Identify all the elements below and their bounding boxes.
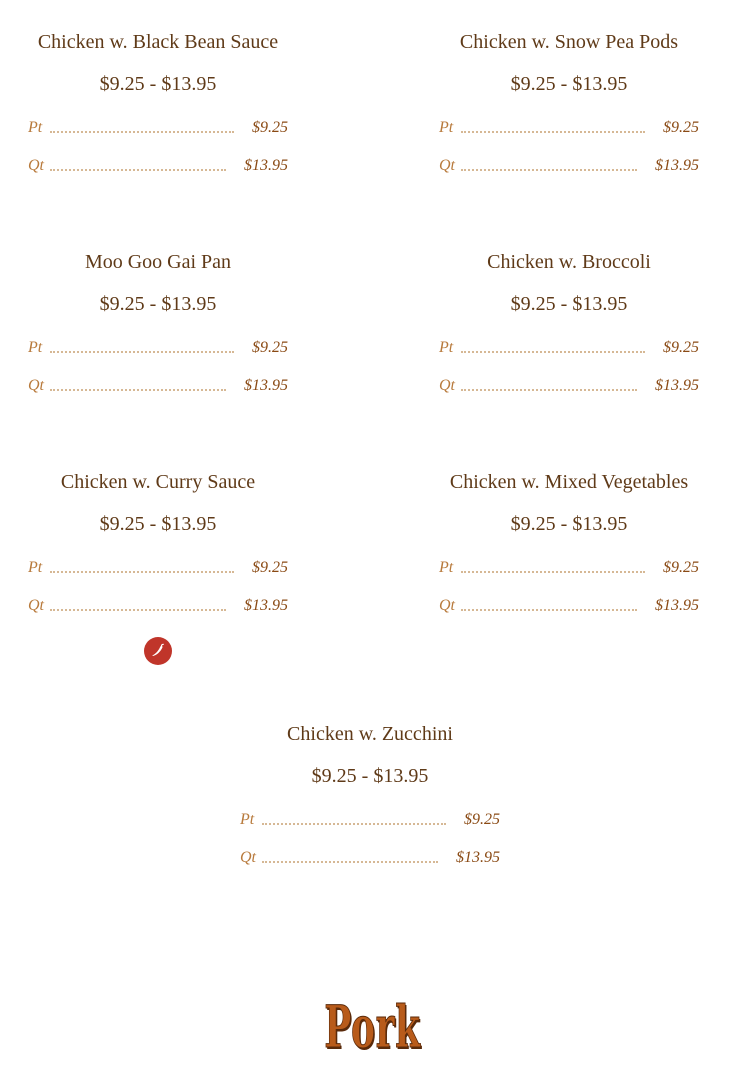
dotted-leader [50, 169, 226, 171]
dotted-leader [461, 609, 637, 611]
size-label: Qt [28, 157, 44, 174]
item-price-range: $9.25 - $13.95 [510, 293, 628, 315]
size-label: Qt [439, 377, 455, 394]
size-option-qt[interactable] [439, 596, 699, 616]
dotted-leader [50, 131, 234, 133]
item-name: Chicken w. Zucchini [287, 723, 453, 745]
size-price: $13.95 [655, 377, 699, 394]
size-option-pt[interactable] [439, 118, 699, 138]
dotted-leader [461, 169, 637, 171]
item-price-range: $9.25 - $13.95 [99, 513, 217, 535]
item-price-range: $9.25 - $13.95 [99, 73, 217, 95]
size-price: $9.25 [252, 559, 288, 576]
size-option-qt[interactable] [28, 376, 288, 396]
size-option-pt[interactable] [240, 810, 500, 830]
menu-item-chicken-black-bean-sauce[interactable] [28, 0, 288, 180]
size-price: $13.95 [655, 597, 699, 614]
menu-item-moo-goo-gai-pan[interactable] [28, 220, 288, 400]
chili-pepper-glyph [150, 643, 166, 659]
item-price-range: $9.25 - $13.95 [510, 513, 628, 535]
menu-item-chicken-mixed-vegetables[interactable] [439, 440, 699, 620]
size-price: $13.95 [244, 157, 288, 174]
menu-item-chicken-broccoli[interactable] [439, 220, 699, 400]
size-label: Pt [240, 811, 255, 828]
size-label: Qt [28, 377, 44, 394]
dotted-leader [50, 609, 226, 611]
dotted-leader [50, 351, 234, 353]
item-name: Chicken w. Snow Pea Pods [459, 31, 679, 53]
size-option-qt[interactable] [28, 596, 288, 616]
dotted-leader [461, 389, 637, 391]
size-price: $9.25 [464, 811, 500, 828]
size-label: Pt [28, 339, 43, 356]
item-name: Chicken w. Mixed Vegetables [449, 471, 689, 493]
size-label: Qt [28, 597, 44, 614]
dotted-leader [461, 571, 645, 573]
menu-item-chicken-curry-sauce[interactable] [28, 440, 288, 670]
item-price-range: $9.25 - $13.95 [311, 765, 429, 787]
size-label: Qt [439, 157, 455, 174]
size-label: Qt [439, 597, 455, 614]
dotted-leader [461, 351, 645, 353]
size-option-qt[interactable] [240, 848, 500, 868]
size-price: $9.25 [252, 119, 288, 136]
size-price: $13.95 [244, 597, 288, 614]
size-option-pt[interactable] [28, 118, 288, 138]
dotted-leader [461, 131, 645, 133]
chili-pepper-icon [144, 637, 172, 665]
item-name: Moo Goo Gai Pan [84, 251, 232, 273]
item-name: Chicken w. Curry Sauce [60, 471, 256, 493]
size-price: $9.25 [663, 559, 699, 576]
size-price: $9.25 [252, 339, 288, 356]
item-name: Chicken w. Broccoli [487, 251, 651, 273]
size-price: $13.95 [244, 377, 288, 394]
size-option-qt[interactable] [439, 376, 699, 396]
size-option-pt[interactable] [439, 558, 699, 578]
size-option-pt[interactable] [28, 338, 288, 358]
size-option-pt[interactable] [28, 558, 288, 578]
menu-item-chicken-snow-pea-pods[interactable] [439, 0, 699, 180]
size-label: Pt [439, 119, 454, 136]
item-price-range: $9.25 - $13.95 [99, 293, 217, 315]
size-label: Qt [240, 849, 256, 866]
dotted-leader [262, 823, 446, 825]
size-option-qt[interactable] [28, 156, 288, 176]
size-price: $9.25 [663, 119, 699, 136]
section-title-pork: Pork [324, 993, 421, 1061]
item-name: Chicken w. Black Bean Sauce [37, 31, 279, 53]
size-label: Pt [28, 559, 43, 576]
dotted-leader [50, 389, 226, 391]
dotted-leader [262, 861, 438, 863]
size-price: $13.95 [456, 849, 500, 866]
dotted-leader [50, 571, 234, 573]
size-option-qt[interactable] [439, 156, 699, 176]
size-price: $13.95 [655, 157, 699, 174]
item-price-range: $9.25 - $13.95 [510, 73, 628, 95]
menu-item-chicken-zucchini[interactable] [240, 692, 500, 872]
size-label: Pt [439, 559, 454, 576]
size-label: Pt [439, 339, 454, 356]
size-label: Pt [28, 119, 43, 136]
size-price: $9.25 [663, 339, 699, 356]
size-option-pt[interactable] [439, 338, 699, 358]
